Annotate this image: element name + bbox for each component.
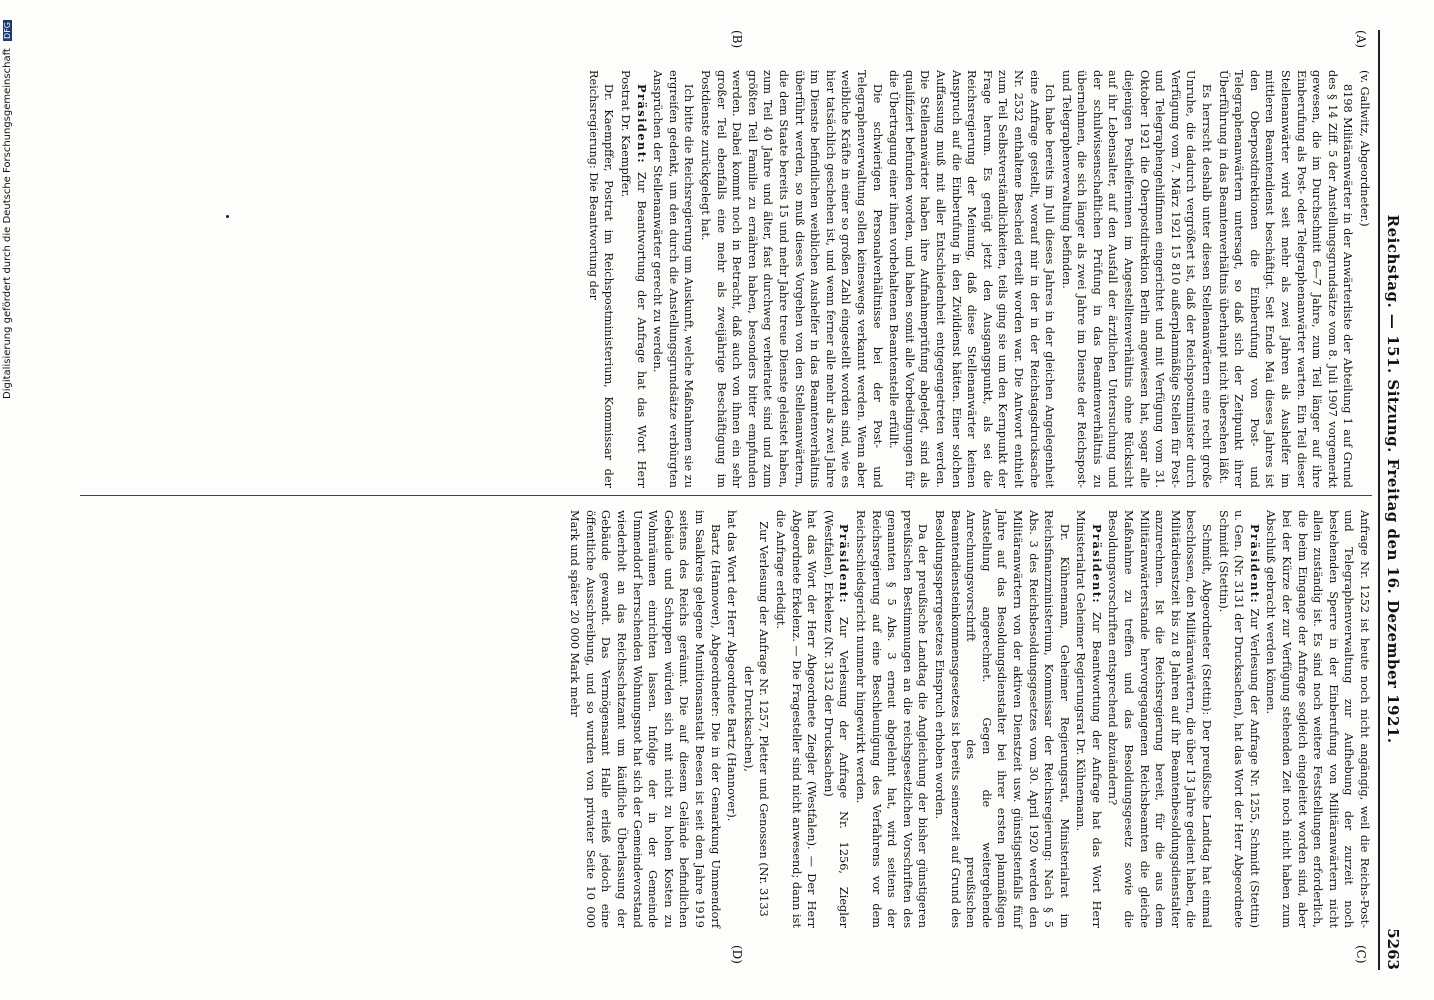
margin-mark-d: (D) bbox=[730, 945, 744, 964]
president-paragraph bbox=[820, 510, 851, 928]
footer-text: Digitalisierung gefördert durch die Deutsche Forschungsgemeinschaft bbox=[2, 48, 13, 399]
body-paragraph: Ich habe bereits im Juli dieses Jahres in der gleichen Angelegenheit eine Anfrage gestellt, worauf mir in der in der Reichstagsdrucksache Nr. 2532 enthaltene Bescheid erteilt worden war. Die Antwort enthielt zum Teil Selbstverständlichkeiten, teils ging sie um den Kernpunkt der Frage herum. Es genügt jetzt den Ausgangspunkt, als sei die Reichsregierung der Meinung, daß diese Stellenanwärter keinen Anspruch auf die Einberufung in den Zivildienst hätten. Einer solchen Auffassung muß mit aller Entschiedenheit entgegengetreten werden. Die Stellenanwärter haben ihre Aufnahmeprüfung abgelegt, sind als qualifiziert befunden worden, und haben somit alle Vorbedingungen für die Übertragung einer ihnen vorbehaltenen Beamtenstelle erfüllt. bbox=[887, 70, 1057, 488]
margin-mark-a: (A) bbox=[1354, 30, 1368, 49]
president-text: Zur Verlesung der Anfrage Nr. 1256, Ziegler (Westfalen), Erkelenz (Nr. 3132 der Drucksachen) bbox=[821, 510, 851, 928]
margin-mark-c: (C) bbox=[1354, 945, 1368, 964]
body-paragraph: 8198 Militäranwärter in der Anwärterliste der Abteilung 1 auf Grund des § 14 Ziff. 5 der Anstellungsgrundsätze vom 8. Juli 1907 vorgemerkt gewesen, die im Durchschnitt 6—7 Jahre, zum Teil länger auf ihre Einberufung als Post- oder Telegraphenanwärter warten. Ein Teil dieser Stellenanwärter wird seit mehr als zwei Jahren als Aushelfer im mittleren Beamtendienst beschäftigt. Seit Ende Mai dieses Jahres ist den Oberpostdirektionen die Einberufung von Post- und Telegraphenanwärtern untersagt, so daß sich der Zeitpunkt ihrer Überführung in das Beamtenverhältnis überhaupt nicht übersehen läßt. bbox=[1216, 70, 1355, 488]
footer bbox=[2, 0, 16, 1000]
column-divider bbox=[80, 495, 1372, 496]
header-title: Reichstag. — 151. Sitzung. Freitag den 16. Dezember 1921. bbox=[1384, 214, 1402, 744]
speaker-line: (v. Gallwitz, Abgeordneter.) bbox=[1358, 70, 1371, 227]
body-paragraph: Dr. Kühnemann, Geheimer Regierungsrat, Ministerialrat im Reichsfinanzministerium, Kommissar der Reichsregierung: Nach § 5 Abs. 3 des Reichsbesoldungsgesetzes vom 30. April 1920 werden den Militäranwärtern von der aktiven Dienstzeit usw. günstigstenfalls fünf Jahre auf das Besoldungsdienstalter bei ihrer ersten planmäßigen Anstellung angerechnet. Gegen die weitergehende Anrechnungsvorschrift des preußischen Beamtendiensteinkommensgesetzes ist bereits seinerzeit auf Grund des Besoldungssperrgesetzes Einspruch erhoben worden. bbox=[932, 510, 1071, 928]
body-paragraph: Ich bitte die Reichsregierung um Auskunft, welche Maßnahmen sie zu ergreifen gedenkt, um den durch die Anstellungsgrundsätze verbürgten Ansprüchen der Stellenanwärter gerecht zu werden. bbox=[651, 70, 696, 488]
body-paragraph: Dr. Kaempffer, Postrat im Reichspostministerium, Kommissar der Reichsregierung: Die Beantwortung der bbox=[586, 70, 616, 488]
president-paragraph bbox=[1073, 510, 1104, 928]
president-paragraph bbox=[1215, 510, 1262, 928]
president-label: Präsident: bbox=[1089, 524, 1104, 605]
centered-line: Zur Verlesung der Anfrage Nr. 1257, Pletter und Genossen (Nr. 3133 der Drucksachen), bbox=[741, 521, 771, 917]
president-label: Präsident: bbox=[837, 524, 852, 605]
body-paragraph: Schmidt, Abgeordneter (Stettin): Der preußische Landtag hat einmal beschlossen, den Militäranwärtern, die über 13 Jahre gedient haben, die Militärdienstzeit bis zu 8 Jahren auf ihr Beamtenbesoldungsdienstalter anzurechnen. Ist die Reichsregierung bereit, für die aus dem Militäranwärterstande hervorgegangenen Reichsbeamten die gleiche Maßnahme zu treffen und das Besoldungsgesetz sowie die Besoldungsvorschriften entsprechend abzuändern? bbox=[1106, 510, 1214, 928]
margin-mark-b: (B) bbox=[730, 30, 744, 49]
body-paragraph: Bartz (Hannover), Abgeordneter: Die in der Gemarkung Ummendorf im Saalkreis gelegene Munitionsanstalt Beesen ist seit dem Jahre 1919 seitens des Reichs geräumt. Die auf diesem Gelände befindlichen Gebäude und Schuppen würden sich mit nicht zu hohen Kosten zu Wohnräumen einrichten lassen. Infolge der in der Gemeinde Ummendorf herrschenden Wohnungsnot hat sich der Gemeindevorstand wiederholt an das Reichsschatzamt um käufliche Überlassung der Gebäude gewandt. Das Vermögensamt Halle erließ jedoch eine öffentliche Ausschreibung, und so wurden von privater Seite 10 000 Mark und später 20 000 Mark mehr bbox=[568, 510, 722, 928]
page-header bbox=[1384, 30, 1406, 970]
body-paragraph: Anfrage Nr. 1252 ist heute noch nicht angängig, weil die Reichs-Post- und Telegraphenverwaltung zur Aufhebung der zurzeit noch bestehenden Sperre in der Einberufung von Militäranwärtern nicht allein zuständig ist. Es sind noch weitere Feststellungen erforderlich, die beim Eingange der Anfrage sogleich eingeleitet worden sind, aber bei der Kürze der zur Verfügung stehenden Zeit noch nicht haben zum Abschluß gebracht werden können. bbox=[1264, 510, 1371, 928]
body-paragraph: Da der preußische Landtag die Angleichung der bisher günstigeren preußischen Bestimmungen an die reichsgesetzlichen Vorschriften des genannten § 5 Abs. 3 erneut abgelehnt hat, wird seitens der Reichsregierung auf eine Beschleunigung des Verfahrens vor dem Reichsschiedsgericht nunmehr hingewirkt werden. bbox=[854, 510, 930, 928]
president-paragraph bbox=[618, 70, 649, 488]
president-label: Präsident: bbox=[634, 84, 649, 165]
body-paragraph: Es herrscht deshalb unter diesen Stellenanwärtern eine recht große Unruhe, die dadurch vergrößert ist, daß der Reichspostminister durch Verfügung vom 7. März 1921 15 810 außerplanmäßige Stellen für Post- und Telegraphengehilfinnen eingerichtet und mit Verfügung vom 31. Oktober 1921 die Oberpostdirektion Berlin angewiesen hat, sogar alle diejenigen Posthelferinnen im Angestelltenverhältnis ohne Rücksicht auf ihr Lebensalter, auf den Ausfall der ärztlichen Untersuchung und der schulwissenschaftlichen Prüfung in das Beamtenverhältnis zu übernehmen, die sich länger als zwei Jahre im Dienste der Reichspost- und Telegraphenverwaltung befinden. bbox=[1059, 70, 1214, 488]
page-number: 5263 bbox=[1384, 928, 1402, 970]
body-paragraph: hat das Wort der Herr Abgeordnete Ziegler (Westfalen). — Der Herr Abgeordnete Erkelenz. — Die Fragesteller sind nicht anwesend; dann ist die Anfrage erledigt. bbox=[774, 510, 819, 928]
right-column bbox=[566, 510, 1372, 928]
speck bbox=[226, 215, 229, 218]
president-text: Zur Beantwortung der Anfrage hat das Wort Herr Postrat Dr. Kaempffer. bbox=[619, 70, 648, 489]
president-text: Zur Verlesung der Anfrage Nr. 1255, Schmidt (Stettin) u. Gen. (Nr. 3131 der Drucksachen), hat das Wort der Herr Abgeordnete Schmidt (Stettin). bbox=[1216, 510, 1261, 928]
body-paragraph: Die schwierigen Personalverhältnisse bei der Post- und Telegraphenverwaltung sollen keineswegs verkannt werden. Wenn aber weibliche Kräfte in einer so großen Zahl eingestellt worden sind, wie es hier tatsächlich geschehen ist, und wenn ferner alle mehr als zwei Jahre im Dienste befindlichen weiblichen Aushelfer in das Beamtenverhältnis überführt werden, so muß dieses Vorgehen von den Stellenanwärtern, die dem Staate bereits 15 und mehr Jahre treue Dienste geleistet haben, zum Teil 40 Jahre und älter, fast durchweg verheiratet sind und zum größten Teil Familie zu ernähren haben, besonders bitter empfunden werden. Dabei kommt noch in Betracht, daß auch von ihnen ein sehr großer Teil ebenfalls eine mehr als zweijährige Beschäftigung im Postdienste zurückgelegt hat. bbox=[699, 70, 884, 488]
left-column bbox=[584, 70, 1372, 488]
president-label: Präsident: bbox=[1247, 524, 1262, 605]
dfg-logo: DFG bbox=[3, 22, 12, 39]
president-text: Zur Beantwortung der Anfrage hat das Wort Herr Ministerialrat Geheimer Regierungsrat Dr. Kühnemann. bbox=[1074, 510, 1103, 929]
body-paragraph: hat das Wort der Herr Abgeordnete Bartz (Hannover). bbox=[725, 510, 739, 822]
header-rule bbox=[1378, 30, 1380, 970]
